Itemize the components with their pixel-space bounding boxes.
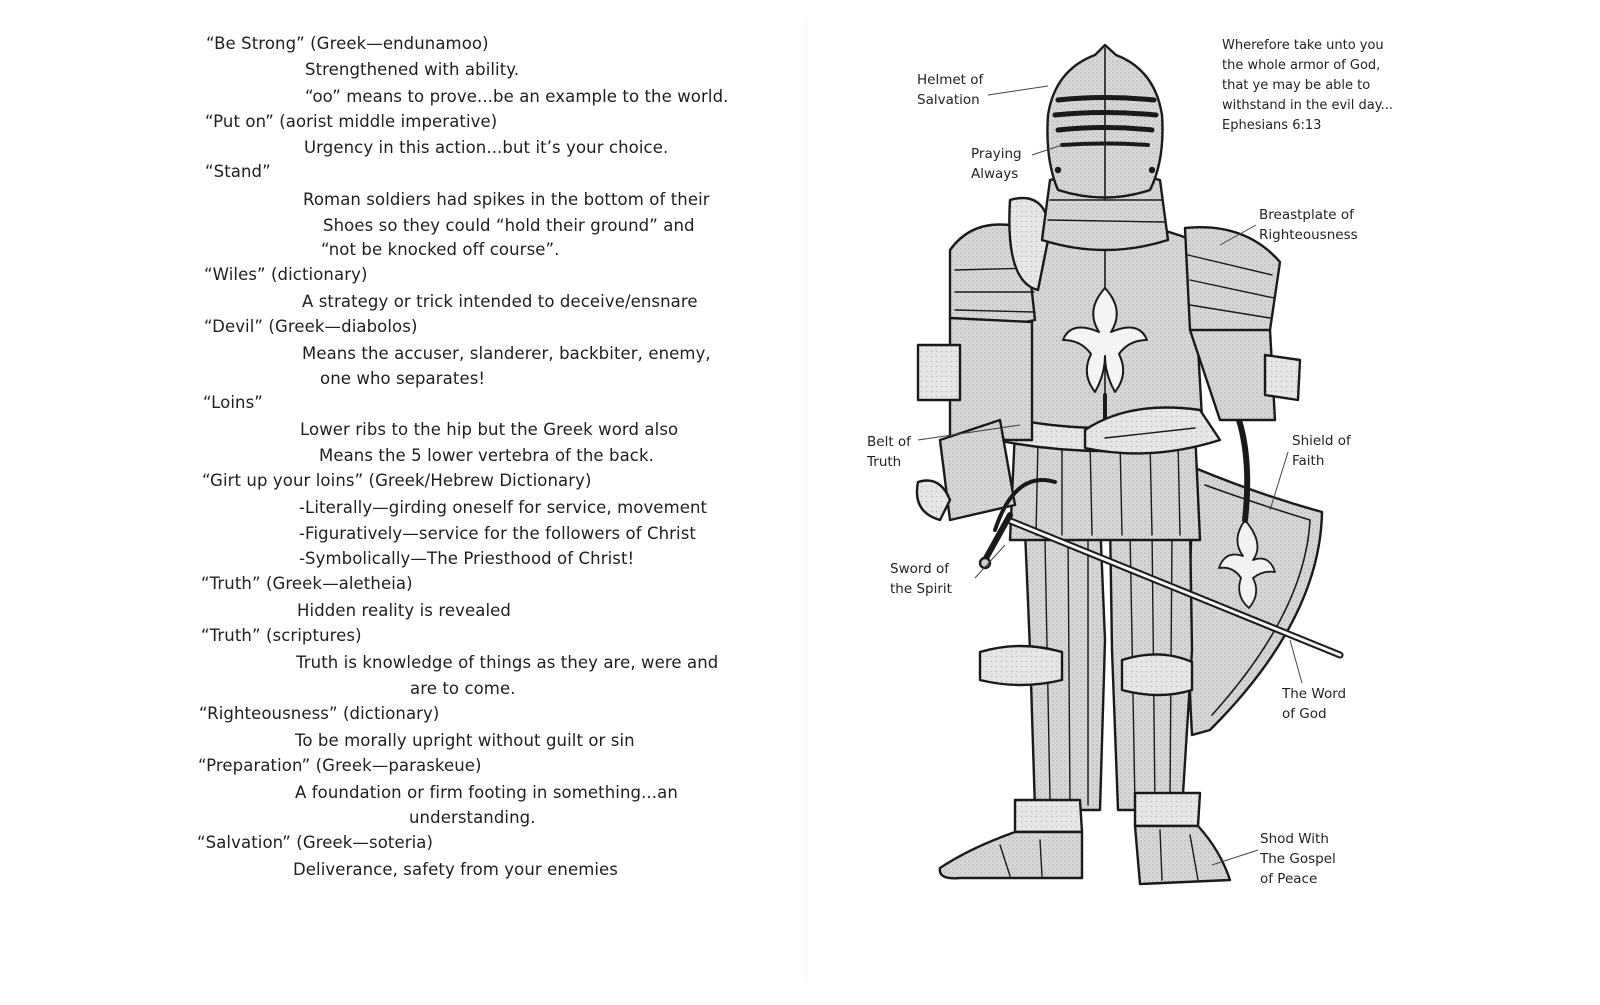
text-line: Roman soldiers had spikes in the bottom of their xyxy=(303,190,710,209)
label-shield: Shield of Faith xyxy=(1292,433,1351,469)
text-line: “Stand” xyxy=(205,162,271,181)
text-line: “Wiles” (dictionary) xyxy=(204,265,368,284)
text-line: “Truth” (Greek—aletheia) xyxy=(201,574,413,593)
text-line: A strategy or trick intended to deceive/ensnare xyxy=(302,292,698,311)
text-line: “Righteousness” (dictionary) xyxy=(199,704,440,723)
text-line: Truth is knowledge of things as they are, were and xyxy=(296,653,719,672)
text-line: “Be Strong” (Greek—endunamoo) xyxy=(206,34,489,53)
verse-line: withstand in the evil day... xyxy=(1222,98,1393,113)
verse-reference: Ephesians 6:13 xyxy=(1222,118,1322,133)
verse-line: that ye may be able to xyxy=(1222,78,1371,93)
text-line: “Put on” (aorist middle imperative) xyxy=(205,112,498,131)
label-shod: Shod With The Gospel of Peace xyxy=(1260,831,1336,887)
helmet-of-salvation-icon xyxy=(1047,45,1162,200)
text-line: -Symbolically—The Priesthood of Christ! xyxy=(299,549,635,568)
text-line: Means the accuser, slanderer, backbiter, enemy, xyxy=(302,344,711,363)
text-line: “Loins” xyxy=(203,393,263,412)
text-line: -Figuratively—service for the followers of Christ xyxy=(299,524,696,543)
leg-armor-icon xyxy=(980,520,1200,832)
label-belt: Belt of Truth xyxy=(867,434,911,470)
verse-line: the whole armor of God, xyxy=(1222,58,1381,73)
text-line: To be morally upright without guilt or sin xyxy=(295,731,635,750)
label-helmet: Helmet of Salvation xyxy=(917,72,984,108)
label-word: The Word of God xyxy=(1282,686,1347,722)
text-line: “Preparation” (Greek—paraskeue) xyxy=(198,756,482,775)
text-line: are to come. xyxy=(410,679,516,698)
shod-feet-icon xyxy=(940,826,1230,884)
label-praying: Praying Always xyxy=(971,146,1022,182)
label-breastplate: Breastplate of Righteousness xyxy=(1259,207,1358,243)
text-line: “Devil” (Greek—diabolos) xyxy=(204,317,418,336)
text-line: one who separates! xyxy=(320,369,486,388)
right-page xyxy=(800,0,1600,1005)
text-line: Deliverance, safety from your enemies xyxy=(293,860,619,879)
text-line: A foundation or firm footing in something...an xyxy=(295,783,678,802)
text-line: understanding. xyxy=(409,808,536,827)
text-line: Shoes so they could “hold their ground” and xyxy=(323,216,695,235)
text-line: Hidden reality is revealed xyxy=(297,601,511,620)
label-sword: Sword of the Spirit xyxy=(890,561,952,597)
verse-line: Wherefore take unto you xyxy=(1222,38,1384,53)
text-line: “not be knocked off course”. xyxy=(321,240,560,259)
text-line: Means the 5 lower vertebra of the back. xyxy=(319,446,654,465)
text-line: “oo” means to prove...be an example to the world. xyxy=(305,87,729,106)
text-line: -Literally—girding oneself for service, movement xyxy=(299,498,708,517)
text-line: Strengthened with ability. xyxy=(305,60,520,79)
text-line: Lower ribs to the hip but the Greek word also xyxy=(300,420,679,439)
knight-armor-illustration xyxy=(800,0,1600,1005)
text-line: “Salvation” (Greek—soteria) xyxy=(197,833,434,852)
text-line: “Girt up your loins” (Greek/Hebrew Dictionary) xyxy=(202,471,592,490)
text-line: “Truth” (scriptures) xyxy=(201,626,362,645)
text-line: Urgency in this action...but it’s your choice. xyxy=(304,138,669,157)
